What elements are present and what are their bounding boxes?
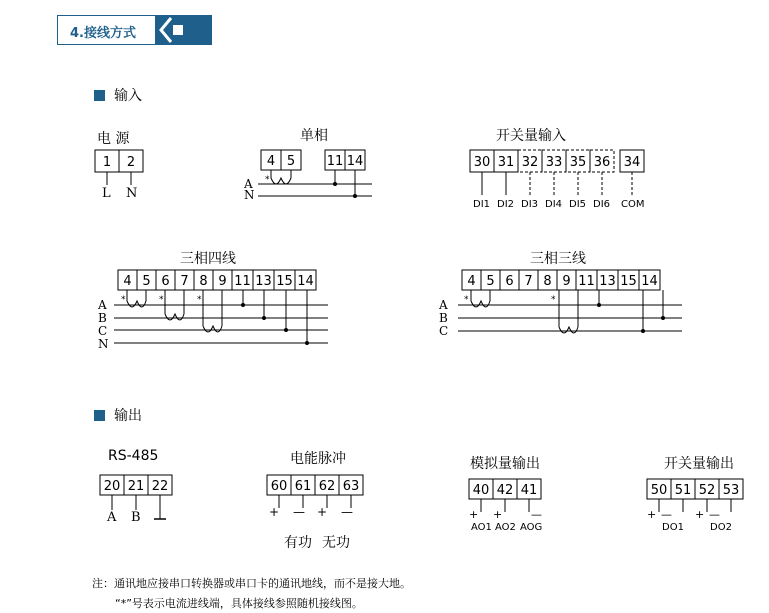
- power-label-n: N: [126, 186, 138, 201]
- terminal-label: 32: [521, 155, 539, 170]
- rs485-b-label: B: [131, 510, 141, 525]
- terminal-label: 50: [650, 483, 668, 498]
- line-label-b: B: [98, 311, 107, 325]
- svg-text:+: +: [317, 505, 328, 519]
- section-input-label: 输入: [114, 88, 142, 104]
- terminal-label: 9: [218, 274, 227, 289]
- ao2-label: AO2: [495, 522, 516, 533]
- terminal-label: 15: [276, 274, 293, 289]
- three-phase-four-title: 三相四线: [180, 251, 236, 267]
- terminal-label: 36: [593, 155, 611, 170]
- terminal-label: 31: [497, 155, 515, 170]
- terminal-label: 14: [297, 274, 314, 289]
- switch-output-title: 开关量输出: [664, 456, 734, 472]
- line-label-n: N: [98, 337, 109, 351]
- di1-label: DI1: [473, 199, 491, 210]
- line-label-a: A: [98, 298, 107, 312]
- terminal-label: 53: [722, 483, 740, 498]
- header-title: 4.接线方式: [70, 26, 136, 41]
- power-terminal: 2: [126, 155, 136, 170]
- section-header: [57, 15, 212, 45]
- svg-text:—: —: [709, 508, 720, 521]
- switch-input-diagram: [465, 145, 655, 195]
- svg-text:*: *: [551, 295, 556, 305]
- switch-input-title: 开关量输入: [496, 128, 566, 144]
- terminal-label: 11: [326, 154, 344, 169]
- terminal-label: 41: [520, 483, 538, 498]
- di3-label: DI3: [521, 199, 539, 210]
- reactive-power-caption: 无功: [322, 535, 350, 551]
- power-diagram: [90, 145, 150, 205]
- terminal-label: 34: [623, 155, 641, 170]
- terminal-label: 15: [620, 274, 637, 289]
- do2-label: DO2: [710, 522, 732, 533]
- single-phase-title: 单相: [300, 128, 328, 144]
- terminal-label: 9: [562, 274, 571, 289]
- rs485-a-label: A: [107, 510, 117, 525]
- di2-label: DI2: [497, 199, 515, 210]
- note-line-1: 注：通讯地应接串口转换器或串口卡的通讯地线，而不是接大地。: [92, 577, 411, 590]
- terminal-label: 7: [180, 274, 189, 289]
- terminal-label: 6: [505, 274, 514, 289]
- section-output: [94, 405, 142, 425]
- three-phase-four-diagram: [100, 265, 330, 355]
- svg-text:—: —: [661, 508, 672, 521]
- single-phase-diagram: [240, 145, 390, 205]
- di5-label: DI5: [569, 199, 587, 210]
- terminal-label: 40: [472, 483, 490, 498]
- svg-text:+: +: [647, 508, 657, 521]
- di6-label: DI6: [593, 199, 611, 210]
- terminal-label: 61: [294, 479, 312, 494]
- aog-label: AOG: [520, 522, 543, 533]
- current-in-star: *: [265, 175, 270, 185]
- terminal-label: 14: [346, 154, 364, 169]
- power-label-l: L: [102, 186, 111, 201]
- header-box: [57, 15, 156, 45]
- terminal-label: 52: [698, 483, 716, 498]
- terminal-label: 42: [496, 483, 514, 498]
- svg-text:+: +: [469, 508, 479, 521]
- terminal-label: 14: [641, 274, 658, 289]
- svg-text:*: *: [121, 295, 126, 305]
- three-phase-three-title: 三相三线: [530, 251, 586, 267]
- terminal-label: 4: [266, 154, 276, 169]
- power-terminal: 1: [102, 155, 112, 170]
- note-line-2: “*”号表示电流进线端，具体接线参照随机接线图。: [115, 597, 363, 610]
- terminal-label: 8: [199, 274, 208, 289]
- header-tab: [155, 15, 212, 45]
- section-output-label: 输出: [114, 408, 142, 424]
- terminal-label: 11: [234, 274, 251, 289]
- terminal-label: 51: [674, 483, 692, 498]
- rs485-title: RS-485: [108, 448, 159, 464]
- terminal-label: 60: [270, 479, 288, 494]
- terminal-label: 21: [127, 479, 145, 494]
- terminal-label: 22: [151, 479, 169, 494]
- terminal-label: 7: [524, 274, 533, 289]
- terminal-label: 13: [255, 274, 272, 289]
- terminal-label: 13: [599, 274, 616, 289]
- terminal-label: 5: [286, 154, 296, 169]
- terminal-label: 62: [318, 479, 336, 494]
- terminal-label: 20: [103, 479, 121, 494]
- terminal-label: 63: [342, 479, 360, 494]
- line-label-a: A: [244, 177, 253, 191]
- svg-text:*: *: [159, 295, 164, 305]
- terminal-label: 5: [486, 274, 495, 289]
- terminal-label: 6: [161, 274, 170, 289]
- three-phase-three-diagram: [450, 265, 690, 345]
- active-power-caption: 有功: [284, 535, 312, 551]
- com-label: COM: [621, 199, 645, 210]
- svg-text:+: +: [695, 508, 705, 521]
- analog-output-title: 模拟量输出: [470, 456, 540, 472]
- svg-text:*: *: [197, 295, 202, 305]
- terminal-label: 5: [142, 274, 151, 289]
- ao1-label: AO1: [471, 522, 492, 533]
- terminal-label: 35: [569, 155, 587, 170]
- terminal-label: 11: [578, 274, 595, 289]
- svg-text:+: +: [493, 508, 503, 521]
- svg-text:—: —: [293, 505, 305, 519]
- energy-pulse-title: 电能脉冲: [290, 451, 346, 467]
- square-bullet-icon: [94, 90, 105, 101]
- terminal-label: 4: [123, 274, 132, 289]
- di4-label: DI4: [545, 199, 563, 210]
- terminal-label: 4: [467, 274, 476, 289]
- svg-text:—: —: [531, 508, 542, 521]
- chevron-left-icon: [155, 15, 212, 45]
- power-title: 电 源: [97, 131, 130, 147]
- switch-output-diagram: [642, 476, 752, 521]
- line-label-b: B: [439, 311, 448, 325]
- terminal-label: 33: [545, 155, 563, 170]
- terminal-label: 30: [473, 155, 491, 170]
- line-label-n: N: [244, 188, 255, 202]
- svg-text:*: *: [464, 295, 469, 305]
- terminal-label: 8: [543, 274, 552, 289]
- line-label-a: A: [439, 298, 448, 312]
- line-label-c: C: [439, 324, 449, 338]
- svg-text:+: +: [269, 505, 280, 519]
- line-label-c: C: [98, 324, 108, 338]
- svg-text:—: —: [341, 505, 353, 519]
- analog-output-diagram: [464, 476, 554, 521]
- section-input: [94, 85, 142, 105]
- square-bullet-icon: [94, 410, 105, 421]
- do1-label: DO1: [662, 522, 684, 533]
- energy-pulse-diagram: [262, 470, 382, 525]
